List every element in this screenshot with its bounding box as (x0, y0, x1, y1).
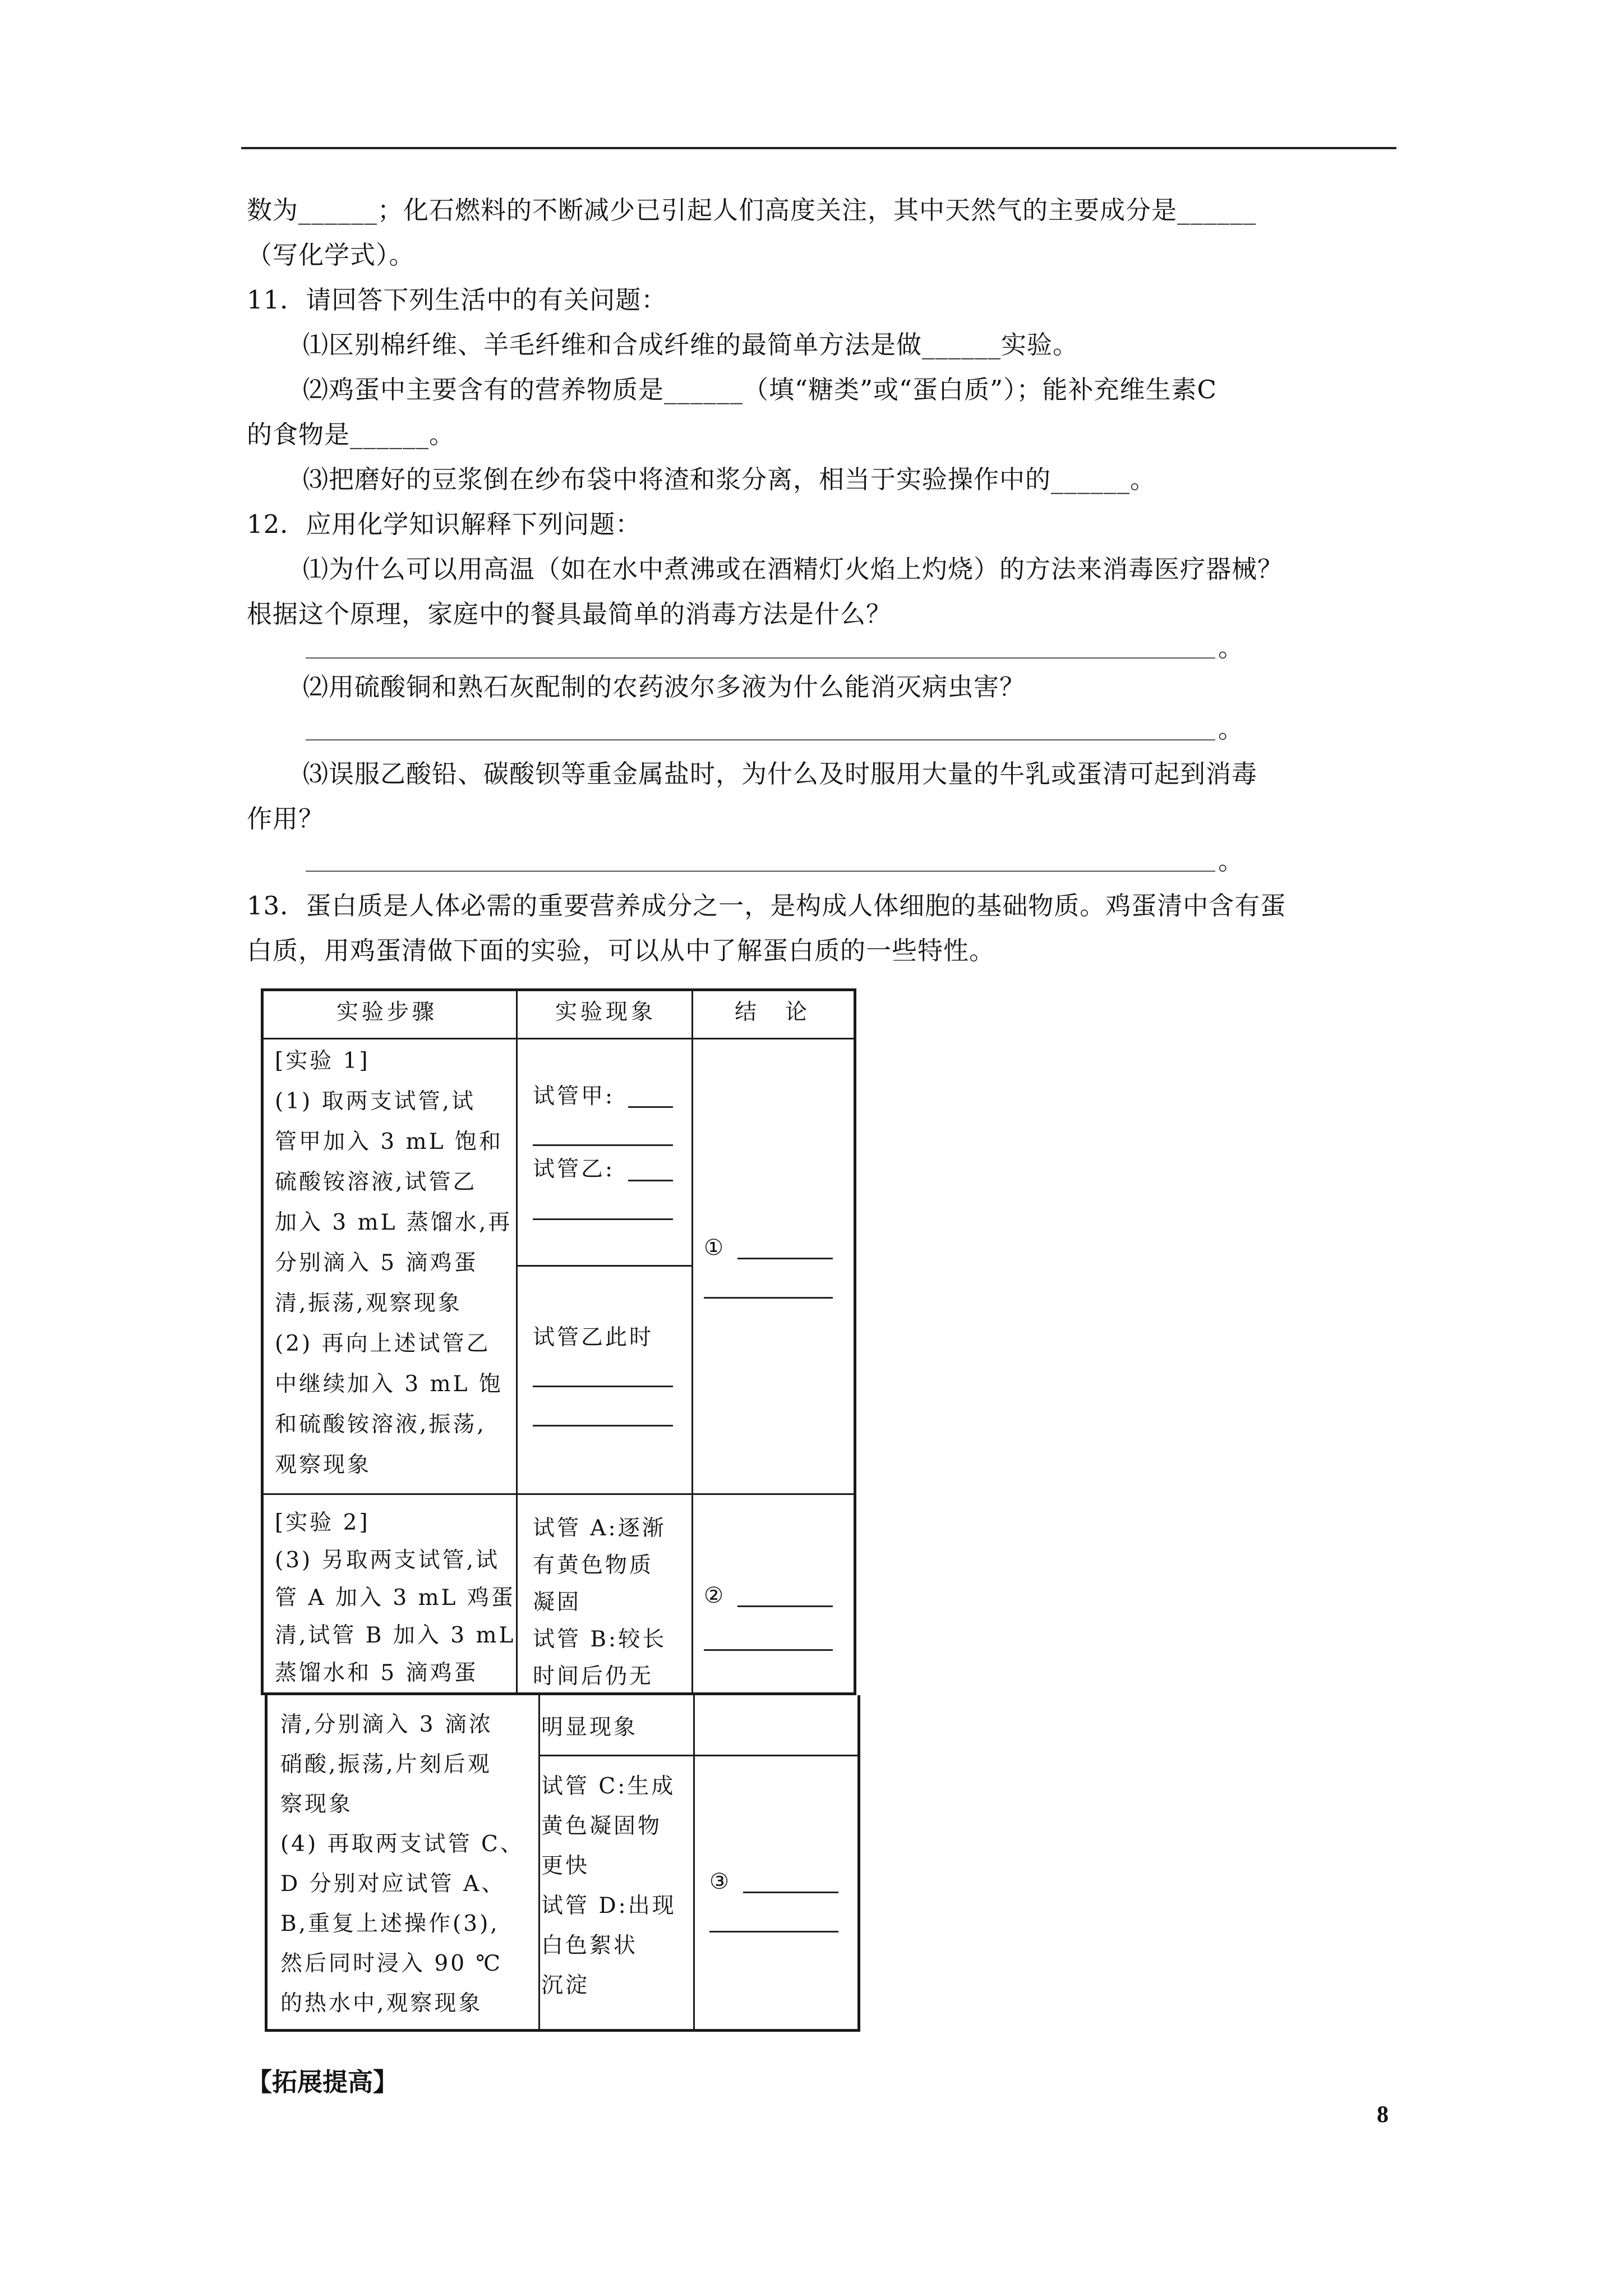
table-cell-line: 的热水中,观察现象 (280, 1991, 483, 2016)
table-cell-line: B,重复上述操作(3), (280, 1911, 500, 1936)
section-heading: 【拓展提高】 (247, 2067, 399, 2097)
question-12-3: ⑶误服乙酸铅、碳酸钡等重金属盐时，为什么及时服用大量的牛乳或蛋清可起到消毒 (303, 759, 1258, 789)
table-cell-line: 试管 B:较长 (533, 1627, 667, 1652)
answer-blank[interactable] (737, 1258, 833, 1259)
table-cell-line: 然后同时浸入 90 ℃ (280, 1951, 503, 1976)
question-12: 12．应用化学知识解释下列问题： (247, 509, 642, 539)
conclusion-2-marker: ② (704, 1583, 726, 1608)
header-observation: 实验现象 (555, 1000, 657, 1025)
table-col-divider (693, 1695, 695, 2032)
answer-line[interactable] (306, 739, 1215, 740)
answer-blank[interactable] (533, 1386, 673, 1387)
question-13-cont: 白质，用鸡蛋清做下面的实验，可以从中了解蛋白质的一些特性。 (247, 936, 995, 965)
answer-blank[interactable] (737, 1605, 833, 1607)
period: 。 (1218, 846, 1244, 876)
table-cell-line: 管甲加入 3 mL 饱和 (275, 1129, 503, 1154)
table-row-divider (261, 1493, 856, 1495)
table-cell-line: 中继续加入 3 mL 饱 (275, 1372, 503, 1397)
answer-blank[interactable] (533, 1144, 673, 1146)
table-subrow-divider (516, 1265, 691, 1267)
table-cell-line: 有黄色物质 (533, 1553, 654, 1578)
table-col-divider (691, 988, 693, 1695)
obs-tube-yi-now: 试管乙此时 (533, 1325, 654, 1350)
text-line: （写化学式）。 (247, 240, 415, 270)
table-cell-line: 更快 (541, 1853, 590, 1879)
table-header-divider (261, 1038, 856, 1039)
question-11: 11．请回答下列生活中的有关问题： (247, 285, 667, 315)
table-cell-line: 试管 D:出现 (541, 1893, 676, 1918)
table-cell-line: 蒸馏水和 5 滴鸡蛋 (275, 1660, 478, 1686)
table-cell-line: [实验 1] (275, 1048, 370, 1074)
table-cell-line: 时间后仍无 (533, 1664, 654, 1689)
question-12-3-cont: 作用？ (247, 804, 325, 834)
table-cell-line: 清,分别滴入 3 滴浓 (280, 1712, 494, 1737)
question-11-2-cont: 的食物是______。 (247, 420, 455, 449)
table-cell-line: (2) 再向上述试管乙 (275, 1331, 491, 1356)
table-cell-line: 沉淀 (541, 1973, 590, 1998)
answer-blank[interactable] (704, 1649, 833, 1651)
table-cell-line: 硫酸铵溶液,试管乙 (275, 1170, 477, 1195)
table-cell-line: 黄色凝固物 (541, 1814, 662, 1839)
table-cell-line: 凝固 (533, 1590, 582, 1615)
answer-blank[interactable] (628, 1106, 673, 1108)
question-11-3: ⑶把磨好的豆浆倒在纱布袋中将渣和浆分离，相当于实验操作中的______。 (303, 464, 1156, 494)
answer-blank[interactable] (743, 1892, 838, 1893)
table-cell-line: D 分别对应试管 A、 (280, 1871, 506, 1897)
obs-no-change: 明显现象 (541, 1715, 638, 1740)
table-cell-line: 试管 C:生成 (541, 1774, 676, 1799)
question-12-1: ⑴为什么可以用高温（如在水中煮沸或在酒精灯火焰上灼烧）的方法来消毒医疗器械？ (303, 554, 1284, 584)
table-cell-line: (3) 另取两支试管,试 (275, 1548, 500, 1573)
obs-tube-yi: 试管乙: (533, 1157, 615, 1182)
page-number: 8 (1377, 2102, 1389, 2128)
answer-line[interactable] (306, 871, 1215, 872)
table-col-divider (516, 988, 518, 1695)
table-cell-line: 观察现象 (275, 1452, 372, 1478)
answer-blank[interactable] (709, 1931, 838, 1932)
table-cell-line: 白色絮状 (541, 1933, 638, 1958)
question-13: 13．蛋白质是人体必需的重要营养成分之一，是构成人体细胞的基础物质。鸡蛋清中含有蛋 (247, 891, 1287, 921)
question-11-1: ⑴区别棉纤维、羊毛纤维和合成纤维的最简单方法是做______实验。 (303, 330, 1079, 360)
table-cell-line: 硝酸,振荡,片刻后观 (280, 1752, 492, 1777)
answer-blank[interactable] (533, 1218, 673, 1220)
table-cell-line: 管 A 加入 3 mL 鸡蛋 (275, 1585, 515, 1611)
header-steps: 实验步骤 (336, 1000, 438, 1025)
table-cell-line: 加入 3 mL 蒸馏水,再 (275, 1210, 513, 1235)
answer-blank[interactable] (628, 1180, 673, 1181)
answer-line[interactable] (306, 657, 1215, 659)
header-rule (241, 147, 1396, 149)
table-cell-line: (4) 再取两支试管 C、 (280, 1832, 524, 1857)
table-cell-line: 清,振荡,观察现象 (275, 1291, 462, 1316)
answer-blank[interactable] (704, 1297, 833, 1299)
table-cell-line: 察现象 (280, 1792, 353, 1817)
question-12-2: ⑵用硫酸铜和熟石灰配制的农药波尔多液为什么能消灭病虫害？ (303, 672, 1026, 702)
header-conclusion: 结 论 (735, 1000, 811, 1025)
obs-tube-jia: 试管甲: (533, 1084, 615, 1109)
table-subrow-divider (538, 1755, 860, 1756)
table-cell-line: 试管 A:逐渐 (533, 1516, 666, 1541)
question-12-1-cont: 根据这个原理，家庭中的餐具最简单的消毒方法是什么？ (247, 599, 892, 629)
period: 。 (1218, 714, 1244, 744)
table-cell-line: 分别滴入 5 滴鸡蛋 (275, 1250, 478, 1276)
question-11-2: ⑵鸡蛋中主要含有的营养物质是______（填“糖类”或“蛋白质”）；能补充维生素C (303, 375, 1217, 404)
table-cell-line: 和硫酸铵溶液,振荡, (275, 1412, 486, 1437)
period: 。 (1218, 633, 1244, 662)
text-line: 数为______；化石燃料的不断减少已引起人们高度关注，其中天然气的主要成分是______ (247, 195, 1257, 225)
table-cell-line: (1) 取两支试管,试 (275, 1089, 476, 1114)
table-cell-line: 清,试管 B 加入 3 mL (275, 1623, 516, 1648)
table-col-divider (538, 1695, 540, 2032)
conclusion-1-marker: ① (704, 1235, 726, 1260)
conclusion-3-marker: ③ (709, 1869, 731, 1894)
answer-blank[interactable] (533, 1425, 673, 1427)
table-cell-line: [实验 2] (275, 1510, 370, 1535)
